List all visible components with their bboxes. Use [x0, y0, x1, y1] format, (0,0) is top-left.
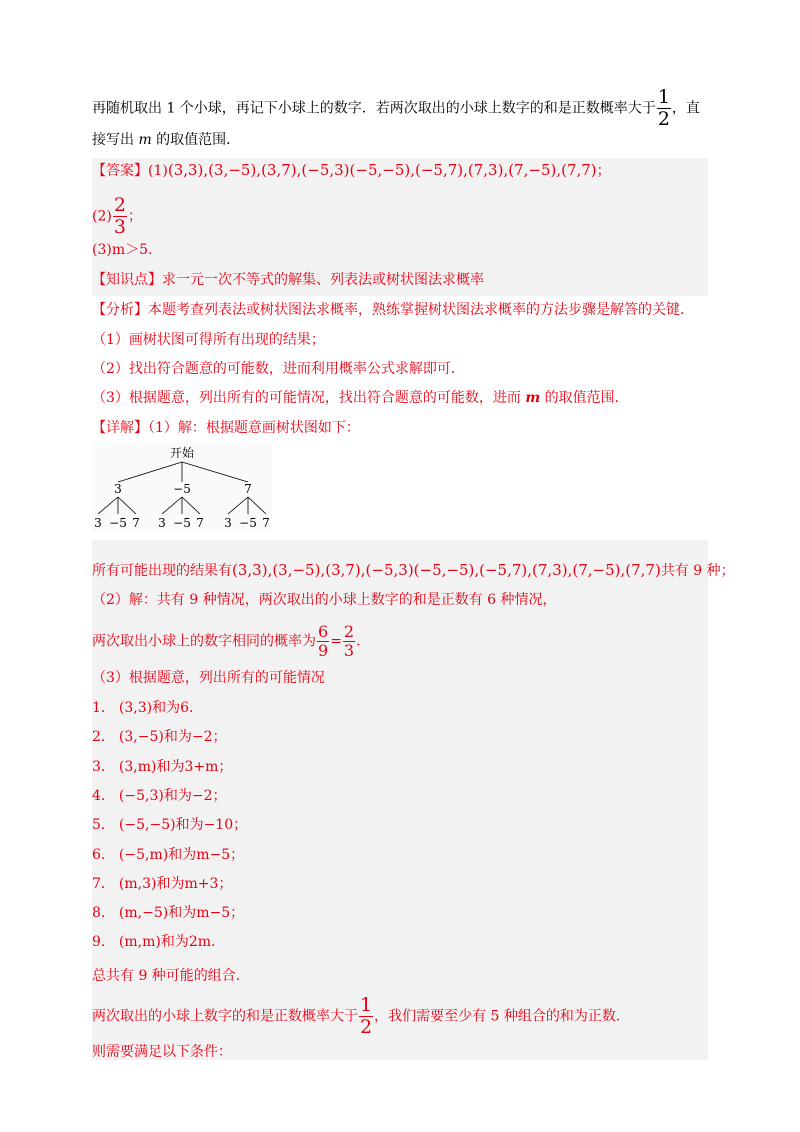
tree-leaf: 7	[262, 516, 270, 530]
results-line: 所有可能出现的结果有(3,3),(3,−5),(3,7),(−5,3)(−5,−5),(−5,7),(7,3),(7,−5),(7,7)共有 9 种；	[92, 561, 735, 579]
tree-diagram	[92, 442, 272, 532]
analysis-step-2: （2）找出符合题意的可能数，进而利用概率公式求解即可．	[92, 361, 465, 377]
case-item: 6． (−5,m)和为m−5；	[92, 847, 245, 863]
detail-label: 【详解】	[92, 420, 148, 436]
tree-leaf: 3	[158, 516, 166, 530]
case-item: 5． (−5,−5)和为−10；	[92, 817, 248, 833]
question-line-2: 接写出 m 的取值范围．	[92, 132, 241, 148]
knowledge-label: 【知识点】	[92, 272, 162, 288]
answer-line-2: (2) $\frac{2}{3}$ ；	[92, 194, 142, 238]
part2-line-1: （2）解：共有 9 种情况，两次取出的小球上数字的和是正数有 6 种情况，	[92, 592, 557, 608]
analysis-line: 【分析】本题考查列表法或树状图法求概率，熟练掌握树状图法求概率的方法步骤是解答的关键．	[92, 302, 694, 318]
case-item: 1． (3,3)和为6．	[92, 700, 204, 716]
part2-line-2: 两次取出小球上的数字相同的概率为 $\frac{6}{9}$ = $\frac{2}{3}$ .	[92, 622, 361, 660]
tree-leaf: −5	[239, 516, 257, 530]
case-item: 8． (m,−5)和为m−5；	[92, 905, 245, 921]
tree-leaf: 3	[94, 516, 102, 530]
case-item: 2． (3,−5)和为−2；	[92, 729, 227, 745]
analysis-step-3: （3）根据题意，列出所有的可能情况，找出符合题意的可能数，进而 m 的取值范围．	[92, 390, 629, 406]
part3-intro: （3）根据题意，列出所有的可能情况	[92, 670, 325, 686]
case-item: 9． (m,m)和为2m.	[92, 934, 216, 950]
tree-leaf: 3	[224, 516, 232, 530]
answer-label: 【答案】	[92, 163, 148, 179]
tree-leaf: −5	[173, 516, 191, 530]
fraction-half: $\frac{1}{2}$	[657, 86, 670, 130]
tree-leaf: −5	[109, 516, 127, 530]
answer-line-1: 【答案】(1)(3,3),(3,−5),(3,7),(−5,3)(−5,−5),(−5,7),(7,3),(7,−5),(7,7)；	[92, 161, 611, 179]
tree-leaf: 7	[196, 516, 204, 530]
fraction-half-b: $\frac{1}{2}$	[360, 994, 373, 1038]
question-line-1: 再随机取出 1 个小球，再记下小球上的数字．若两次取出的小球上数字的和是正数概率大于 $\frac{1}{2}$ ，直	[92, 86, 700, 130]
detail-line: 【详解】（1）解：根据题意画树状图如下：	[92, 420, 360, 436]
tree-node: 3	[114, 482, 122, 496]
case-item: 7． (m,3)和为m+3；	[92, 876, 233, 892]
fraction-two-thirds: $\frac{2}{3}$	[113, 194, 126, 238]
condition-line: 则需要满足以下条件：	[92, 1044, 232, 1060]
analysis-step-1: （1）画树状图可得所有出现的结果；	[92, 332, 325, 348]
answer-line-3: (3)m＞5．	[92, 242, 163, 258]
tree-node: −5	[173, 482, 191, 496]
tree-node: 7	[244, 482, 252, 496]
fraction-six-ninths: $\frac{6}{9}$	[318, 622, 329, 660]
tree-root: 开始	[169, 446, 195, 460]
fraction-two-thirds-b: $\frac{2}{3}$	[343, 622, 355, 660]
knowledge-line: 【知识点】求一元一次不等式的解集、列表法或树状图法求概率	[92, 272, 484, 288]
need-line: 两次取出的小球上数字的和是正数概率大于 $\frac{1}{2}$ ，我们需要至少有 5 种组合的和为正数．	[92, 994, 630, 1038]
total-line: 总共有 9 种可能的组合．	[92, 968, 250, 984]
analysis-label: 【分析】	[92, 302, 148, 318]
tree-leaf: 7	[132, 516, 140, 530]
case-item: 4． (−5,3)和为−2；	[92, 788, 227, 804]
case-item: 3． (3,m)和为3+m；	[92, 759, 233, 775]
